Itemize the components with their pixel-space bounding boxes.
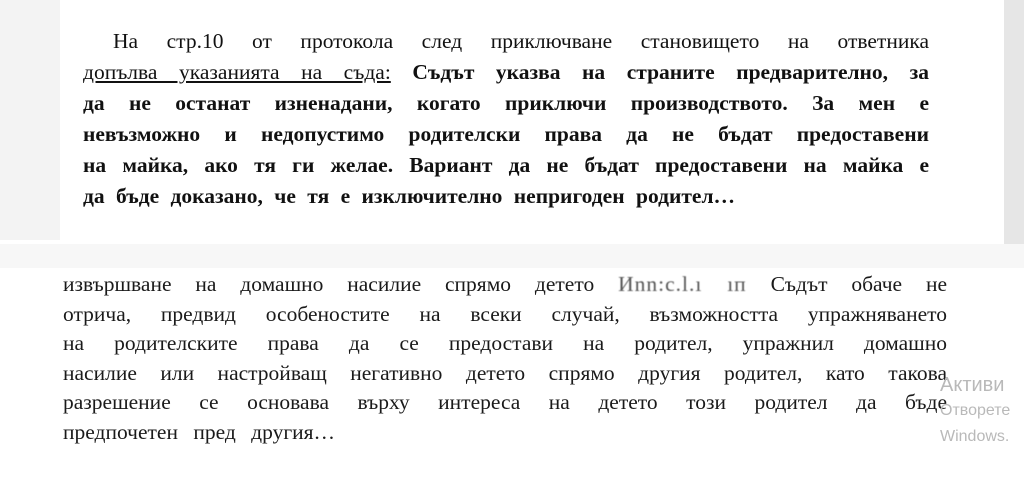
text-line: предпочетен пред другия… [63, 419, 336, 444]
text-segment: извършване на домашно насилие спрямо детето [63, 272, 595, 296]
text-line: да бъде доказано, че тя е изключително непригоден родител… [83, 184, 736, 208]
text-line: отрича, предвид особеностите на всеки случай, възможността упражняването [63, 301, 947, 326]
windows-activation-watermark [940, 372, 1010, 450]
text-line: на майка, ако тя ги желае. Вариант да не бъдат предоставени на майка е [83, 153, 929, 177]
excerpt-court-reasoning [63, 270, 947, 447]
text-line: насилие или настройващ негативно детето спрямо другия родител, като такова [63, 360, 947, 385]
text-line: невъзможно и недопустимо родителски права да не бъдат предоставени [83, 122, 929, 146]
watermark-line: Windows. [940, 428, 1010, 445]
watermark-line: Активи [940, 374, 1005, 396]
text-line: На стр.10 от протокола след приключване становището на ответника [113, 29, 929, 53]
text-line [83, 57, 929, 88]
text-line [63, 270, 947, 300]
scan-edge-right [1004, 0, 1024, 244]
redacted-name: Иnn:c.l.ı ıп [618, 272, 747, 296]
text-line: на родителските права да се предостави на родител, упражнил домашно [63, 331, 947, 355]
bold-quote: Съдът указва на страните предварително, за [412, 60, 929, 84]
scan-edge-shade [0, 0, 60, 240]
watermark-line: Отворете [940, 402, 1011, 419]
excerpt-protocol-page-10 [83, 26, 929, 212]
text-line: разрешение се основава върху интереса на детето този родител да бъде [63, 390, 947, 414]
text-segment: Съдът обаче не [770, 272, 947, 296]
excerpt-divider [0, 244, 1024, 268]
underlined-phrase: допълва указанията на съда: [83, 60, 391, 84]
text-line: да не останат изненадани, когато приключи производството. За мен е [83, 91, 929, 115]
